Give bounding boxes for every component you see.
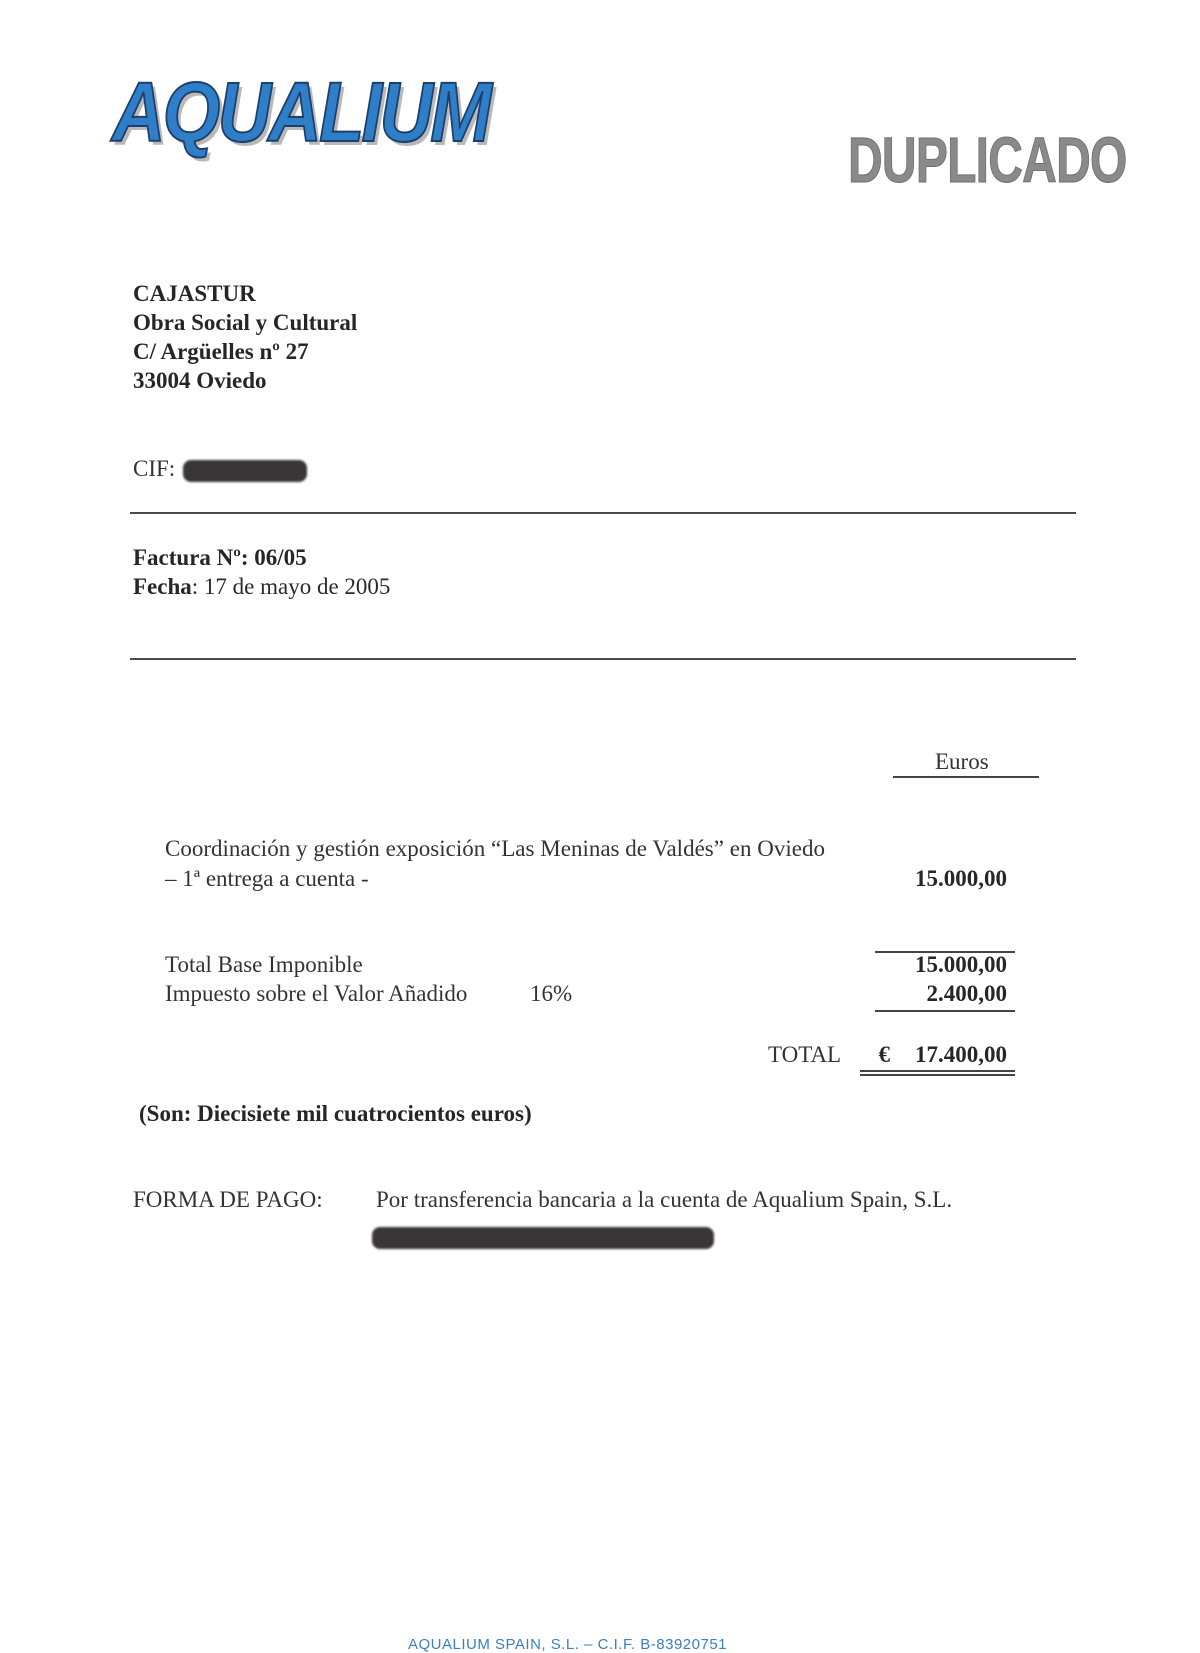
account-redaction	[372, 1227, 714, 1249]
payment-label: FORMA DE PAGO:	[133, 1187, 323, 1212]
invoice-date	[133, 572, 390, 601]
invoice-info	[133, 543, 390, 601]
total-double-rule-2	[860, 1074, 1015, 1076]
date-label: Fecha	[133, 574, 192, 599]
recipient-department: Obra Social y Cultural	[133, 310, 358, 335]
recipient-city: 33004 Oviedo	[133, 368, 267, 393]
total-double-rule-1	[860, 1070, 1015, 1072]
cif-label: CIF:	[133, 456, 176, 481]
vat-label: Impuesto sobre el Valor Añadido	[165, 981, 468, 1006]
invoice-number: Factura Nº: 06/05	[133, 545, 307, 570]
line-item-amount: 15.000,00	[915, 866, 1007, 891]
cif-redaction	[183, 460, 307, 482]
subtotal-rule-bottom	[875, 1010, 1015, 1012]
date-value: : 17 de mayo de 2005	[191, 574, 391, 599]
currency-header: Euros	[935, 749, 989, 774]
amount-in-words: (Son: Diecisiete mil cuatrocientos euros)	[139, 1101, 532, 1126]
recipient-address	[133, 279, 357, 395]
vat-amount: 2.400,00	[926, 981, 1007, 1006]
total-currency: €	[878, 1042, 890, 1067]
line-item-description: Coordinación y gestión exposición “Las Meninas de Valdés” en Oviedo – 1ª entrega a cuenta -	[165, 836, 825, 891]
divider-top	[130, 512, 1076, 514]
footer-company-info: AQUALIUM SPAIN, S.L. – C.I.F. B-83920751	[408, 1636, 728, 1653]
aqualium-logo: AQUALIUM	[112, 65, 490, 159]
base-amount: 15.000,00	[915, 952, 1007, 977]
base-label: Total Base Imponible	[165, 952, 363, 977]
vat-rate: 16%	[530, 981, 573, 1006]
recipient-street: C/ Argüelles nº 27	[133, 339, 309, 364]
payment-method: Por transferencia bancaria a la cuenta de Aqualium Spain, S.L.	[376, 1187, 953, 1212]
recipient-name: CAJASTUR	[133, 281, 256, 306]
total-label: TOTAL	[768, 1042, 842, 1067]
cif-row	[133, 456, 175, 482]
duplicado-stamp: DUPLICADO	[848, 124, 1127, 196]
total-amount: 17.400,00	[915, 1042, 1007, 1067]
currency-header-underline	[893, 776, 1039, 778]
divider-bottom	[130, 658, 1076, 660]
